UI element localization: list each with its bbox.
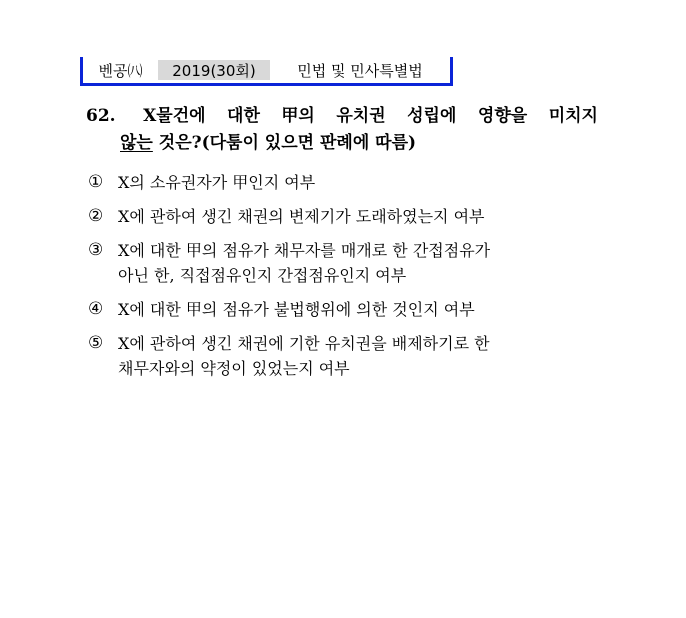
option-text xyxy=(118,331,490,381)
option-text-line: X에 대한 甲의 점유가 채무자를 매개로 한 간접점유가 xyxy=(118,241,491,260)
option-marker: ③ xyxy=(88,240,104,260)
option-4[interactable] xyxy=(88,297,598,322)
option-text xyxy=(118,297,475,322)
answer-options xyxy=(88,170,598,390)
option-3[interactable] xyxy=(88,238,598,288)
option-text xyxy=(118,238,490,288)
question-block xyxy=(86,103,598,157)
exam-header-bar xyxy=(80,57,453,86)
question-word: 유치권 xyxy=(336,106,386,126)
option-text xyxy=(118,170,315,195)
question-word: 성립에 xyxy=(407,106,457,126)
subject-label: 민법 및 민사특별법 xyxy=(297,61,423,80)
question-line-1 xyxy=(86,103,598,130)
option-2[interactable] xyxy=(88,204,598,229)
question-negation-underlined: 않는 xyxy=(120,133,153,153)
question-number: 62. xyxy=(86,106,116,126)
option-text-line: X에 관하여 생긴 채권의 변제기가 도래하였는지 여부 xyxy=(118,207,485,226)
option-text-line: 채무자와의 약정이 있었는지 여부 xyxy=(118,359,350,378)
brand-label: 벤공㈧ xyxy=(98,61,143,80)
question-line-2 xyxy=(86,130,598,157)
option-text-line: X에 대한 甲의 점유가 불법행위에 의한 것인지 여부 xyxy=(118,300,475,319)
exam-year-label: 2019(30회) xyxy=(158,60,270,80)
option-text-line: X에 관하여 생긴 채권에 기한 유치권을 배제하기로 한 xyxy=(118,334,490,353)
option-5[interactable] xyxy=(88,331,598,381)
question-word: 미치지 xyxy=(548,106,598,126)
question-rest: 것은?(다툼이 있으면 판례에 따름) xyxy=(152,133,417,153)
option-marker: ② xyxy=(88,206,104,226)
option-marker: ⑤ xyxy=(88,333,104,353)
question-word: 영향을 xyxy=(477,106,528,126)
option-text-line: X의 소유권자가 甲인지 여부 xyxy=(118,173,316,192)
option-text xyxy=(118,204,484,229)
option-marker: ① xyxy=(88,172,104,192)
question-word: X물건에 xyxy=(143,106,206,126)
option-marker: ④ xyxy=(88,299,104,319)
option-text-line: 아닌 한, 직접점유인지 간접점유인지 여부 xyxy=(118,266,407,285)
question-word: 대한 xyxy=(227,106,260,126)
option-1[interactable] xyxy=(88,170,598,195)
question-word: 甲의 xyxy=(281,106,315,126)
